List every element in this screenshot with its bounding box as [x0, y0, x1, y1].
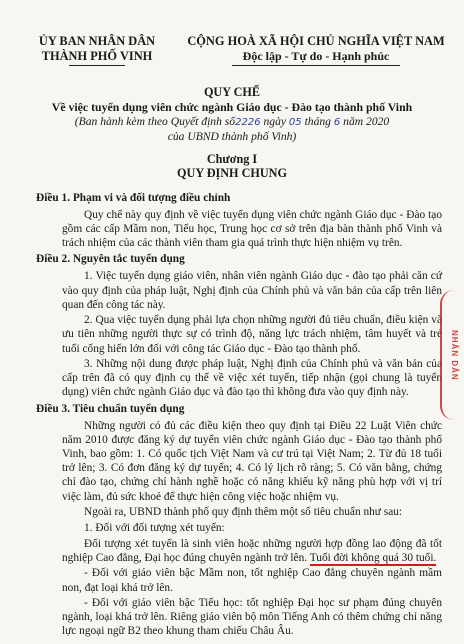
authority-underline	[69, 65, 125, 66]
motto: Độc lập - Tự do - Hạnh phúc	[242, 49, 390, 63]
article-3-paragraph-5: - Đối với giáo viên bậc Mầm non, tốt nghiệp Cao đẳng chuyên ngành mầm non, đạt loại khá trở lên.	[62, 567, 442, 594]
article-3-paragraph-4	[62, 537, 442, 565]
article-3-paragraph-3: 1. Đối với đối tượng xét tuyển:	[84, 521, 225, 534]
article-2-heading: Điều 2. Nguyên tắc tuyển dụng	[36, 253, 185, 266]
article-2-paragraph-3: 3. Những nội dung được pháp luật, Nghị định của Chính phủ và văn bản của cấp trên đã có quy định cụ thể về việc xét tuyển, tiếp nhận (gọi chung là tuyển dụng) viên chức ngành Giáo dục và đào tạo thì không đưa vào quy định này.	[62, 358, 442, 399]
article-3-paragraph-1: Những người có đủ các điều kiện theo quy định tại Điều 22 Luật Viên chức năm 2010 được đăng ký dự tuyển viên chức ngành Giáo dục - Đào tạo thành phố Vinh, bao gồm: 1. Có quốc tịch Việt Nam và cư trú tại Việt Nam; 2. Từ đủ 18 tuổi trở lên; 3. Có đơn đăng ký dự tuyển; 4. Có lý lịch rõ ràng; 5. Có văn bằng, chứng chỉ đào tạo, chứng chỉ hành nghề hoặc có năng khiếu kỹ năng phù hợp với vị trí việc làm, đủ sức khoẻ để thực hiện công việc hoặc nhiệm vụ.	[62, 420, 442, 503]
issued-prefix: (Ban hành kèm theo Quyết định số	[74, 115, 236, 128]
decision-number: 2226	[235, 117, 261, 128]
document-body	[36, 188, 442, 640]
decision-day: 05	[288, 117, 302, 128]
authority-line-2: THÀNH PHỐ VINH	[41, 49, 153, 63]
article-3-heading: Điều 3. Tiêu chuẩn tuyển dụng	[36, 403, 185, 415]
document-title: QUY CHẾ	[203, 85, 261, 99]
chapter-label: Chương I	[206, 152, 258, 166]
official-seal-fragment: NHÂN DÂN	[440, 290, 464, 420]
motto-underline	[232, 65, 400, 66]
age-limit-highlight: Tuổi đời không quá 30 tuổi.	[309, 551, 437, 564]
country-name: CỘNG HOÀ XÃ HỘI CHỦ NGHĨA VIỆT NAM	[187, 34, 445, 48]
chapter-name: QUY ĐỊNH CHUNG	[177, 166, 287, 180]
eligibility-text: Đối tượng xét tuyển là sinh viên hoặc những người hợp đồng lao động đã tốt nghiệp Cao đẳng, Đại học đúng chuyên ngành trở lên.	[62, 537, 442, 564]
issuance-line-2: của UBND thành phố Vinh)	[167, 130, 297, 143]
article-3-paragraph-2: Ngoài ra, UBND thành phố quy định thêm một số tiêu chuẩn như sau:	[84, 506, 403, 519]
year-label: năm 2020	[343, 115, 390, 128]
issuing-authority	[22, 34, 172, 66]
article-1-paragraph: Quy chế này quy định về việc tuyển dụng viên chức ngành Giáo dục - Đào tạo gồm các cấp Mầm non, Tiểu học, Trung học cơ sở trên địa bàn thành phố Vinh và trách nhiệm của các thành viên tham gia quá trình thực hiện nhiệm vụ trên.	[62, 208, 442, 249]
article-1-heading: Điều 1. Phạm vi và đối tượng điều chỉnh	[36, 191, 231, 204]
article-3-paragraph-6: - Đối với giáo viên bậc Tiểu học: tốt nghiệp Đại học sư phạm đúng chuyên ngành, loại khá trở lên. Riêng giáo viên bộ môn Tiếng Anh có thêm chứng chỉ năng lực ngoại ngữ B2 theo khung tham chiếu Châu Âu.	[62, 597, 442, 638]
issuance-line-1	[10, 115, 454, 128]
national-motto	[172, 34, 460, 66]
authority-line-1: ỦY BAN NHÂN DÂN	[38, 34, 156, 48]
article-2-paragraph-2: 2. Qua việc tuyển dụng phải lựa chọn những người đủ tiêu chuẩn, điều kiện và ưu tiên những người thực sự có trình độ, năng lực trách nhiệm, tâm huyết và trẻ tuổi cống hiến lớn đối với công tác Giáo dục - Đào tạo thành phố.	[62, 314, 442, 355]
decision-month: 6	[333, 117, 341, 128]
day-label: ngày	[263, 115, 287, 128]
article-2-paragraph-1: 1. Việc tuyển dụng giáo viên, nhân viên ngành Giáo dục - đào tạo phải căn cứ vào quy định của pháp luật, Nghị định của Chính phủ và văn bản của cấp trên liên quan đến công tác này.	[62, 270, 442, 311]
document-subtitle: Về việc tuyển dụng viên chức ngành Giáo dục - Đào tạo thành phố Vinh	[51, 100, 413, 114]
month-label: tháng	[304, 115, 331, 128]
